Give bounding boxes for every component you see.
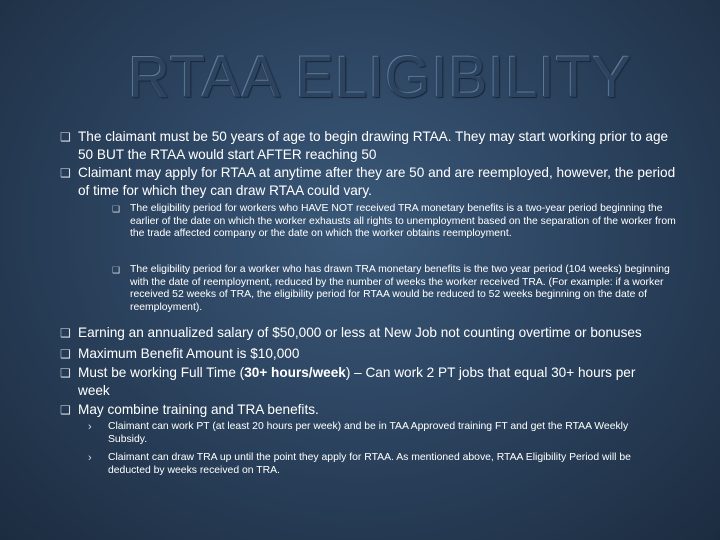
bullet-text: May combine training and TRA benefits. xyxy=(78,402,319,417)
detail-text: Claimant can draw TRA up until the point they apply for RTAA. As mentioned above, RTAA Eligibility Period will be deducted by weeks received on TRA. xyxy=(108,452,631,476)
chevron-right-icon: › xyxy=(88,452,92,464)
detail-text: Claimant can work PT (at least 20 hours per week) and be in TAA Approved training FT and get the RTAA Weekly Subsidy. xyxy=(108,421,629,445)
bullet-icon: ❑ xyxy=(60,326,71,340)
bullet-text xyxy=(78,364,668,399)
bullet-icon: ❑ xyxy=(60,166,71,180)
bullet-icon: ❑ xyxy=(60,347,71,361)
full-time-hours: 30+ hours/week xyxy=(244,365,346,380)
bullet-icon: ❑ xyxy=(60,130,71,144)
bullet-text: Claimant may apply for RTAA at anytime after they are 50 and are reemployed, however, the period of time for which they can draw RTAA could vary. xyxy=(78,165,676,198)
bullet-text: Earning an annualized salary of $50,000 or less at New Job not counting overtime or bonuses xyxy=(78,325,642,340)
bullet-item-full-time xyxy=(60,364,668,399)
chevron-right-icon: › xyxy=(88,421,92,433)
detail-item-draw-tra xyxy=(88,452,648,477)
bullet-text: Maximum Benefit Amount is $10,000 xyxy=(78,346,300,361)
bullet-text: The claimant must be 50 years of age to begin drawing RTAA. They may start working prior to age 50 BUT the RTAA would start AFTER reaching 50 xyxy=(78,129,669,162)
full-time-text-before: Must be working Full Time ( xyxy=(78,365,245,380)
bullet-icon: ❑ xyxy=(60,403,71,417)
bullet-item-training xyxy=(60,401,678,419)
full-time-text-after: ) – Can work 2 PT jobs that equal 30+ hours per week xyxy=(78,365,636,398)
bullet-item-apply xyxy=(60,164,678,199)
bullet-item-age xyxy=(60,128,678,163)
detail-item-part-time xyxy=(88,421,648,446)
sub-bullet-item-with-tra xyxy=(112,264,678,314)
bullet-icon: ❑ xyxy=(112,265,121,275)
slide-title: RTAA ELIGIBILITY xyxy=(128,45,632,110)
bullet-item-max-benefit xyxy=(60,345,678,363)
bullet-icon: ❑ xyxy=(60,366,71,380)
sub-bullet-text: The eligibility period for a worker who has drawn TRA monetary benefits is the two year period (104 weeks) beginning with the date of reemployment, reduced by the number of weeks the worker received TRA. (For example: if a worker received 52 weeks of TRA, the eligibility period for RTAA would be reduced to 52 weeks beginning on the date of reemployment). xyxy=(130,264,670,313)
bullet-icon: ❑ xyxy=(112,204,121,214)
sub-bullet-text: The eligibility period for workers who HAVE NOT received TRA monetary benefits is a two-year period beginning the earlier of the date on which the worker exhausts all rights to unemployment based on the separation of the worker from the trade affected company or the date on which the worker obtains reemployment. xyxy=(130,203,676,240)
bullet-item-salary xyxy=(60,324,678,342)
sub-bullet-item-no-tra xyxy=(112,203,678,241)
